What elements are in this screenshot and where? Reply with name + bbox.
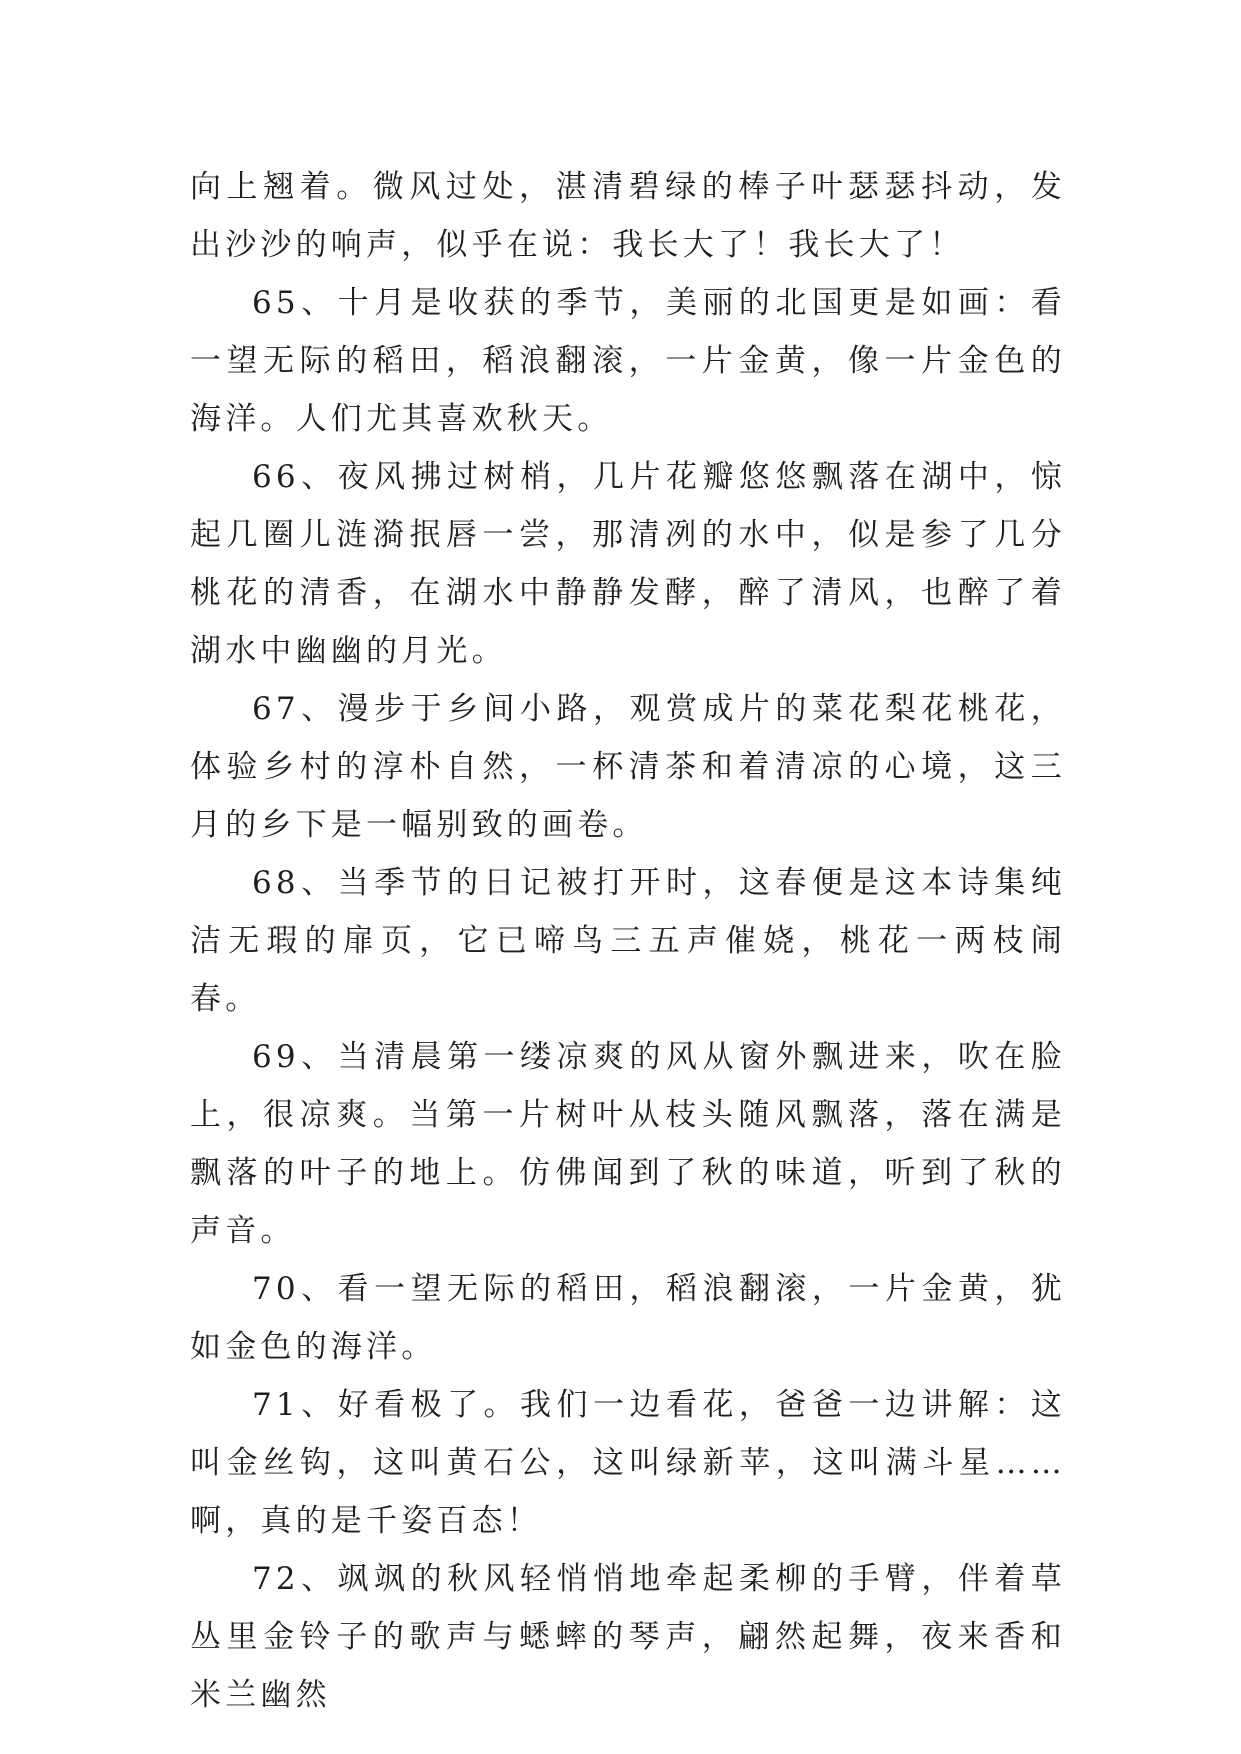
paragraph-continued: 向上翘着。微风过处，湛清碧绿的棒子叶瑟瑟抖动，发出沙沙的响声，似乎在说：我长大了！我长大了！ xyxy=(190,169,1066,263)
paragraph-70: 70、看一望无际的稻田，稻浪翻滚，一片金黄，犹如金色的海洋。 xyxy=(190,1271,1066,1365)
paragraph-72: 72、飒飒的秋风轻悄悄地牵起柔柳的手臂，伴着草丛里金铃子的歌声与蟋蟀的琴声，翩然起舞，夜来香和米兰幽然 xyxy=(190,1561,1066,1713)
document-body xyxy=(190,158,1066,1724)
paragraph-69: 69、当清晨第一缕凉爽的风从窗外飘进来，吹在脸上，很凉爽。当第一片树叶从枝头随风飘落，落在满是飘落的叶子的地上。仿佛闻到了秋的味道，听到了秋的声音。 xyxy=(190,1039,1066,1249)
paragraph-68: 68、当季节的日记被打开时，这春便是这本诗集纯洁无瑕的扉页，它已啼鸟三五声催娆，桃花一两枝闹春。 xyxy=(190,865,1066,1017)
paragraph-67: 67、漫步于乡间小路，观赏成片的菜花梨花桃花，体验乡村的淳朴自然，一杯清茶和着清凉的心境，这三月的乡下是一幅别致的画卷。 xyxy=(190,691,1066,843)
paragraph-66: 66、夜风拂过树梢，几片花瓣悠悠飘落在湖中，惊起几圈儿涟漪抿唇一尝，那清冽的水中，似是参了几分桃花的清香，在湖水中静静发酵，醉了清风，也醉了着湖水中幽幽的月光。 xyxy=(190,459,1066,669)
paragraph-65: 65、十月是收获的季节，美丽的北国更是如画：看一望无际的稻田，稻浪翻滚，一片金黄，像一片金色的海洋。人们尤其喜欢秋天。 xyxy=(190,285,1066,437)
paragraph-71: 71、好看极了。我们一边看花，爸爸一边讲解：这叫金丝钩，这叫黄石公，这叫绿新苹，这叫满斗星……啊，真的是千姿百态！ xyxy=(190,1387,1066,1539)
